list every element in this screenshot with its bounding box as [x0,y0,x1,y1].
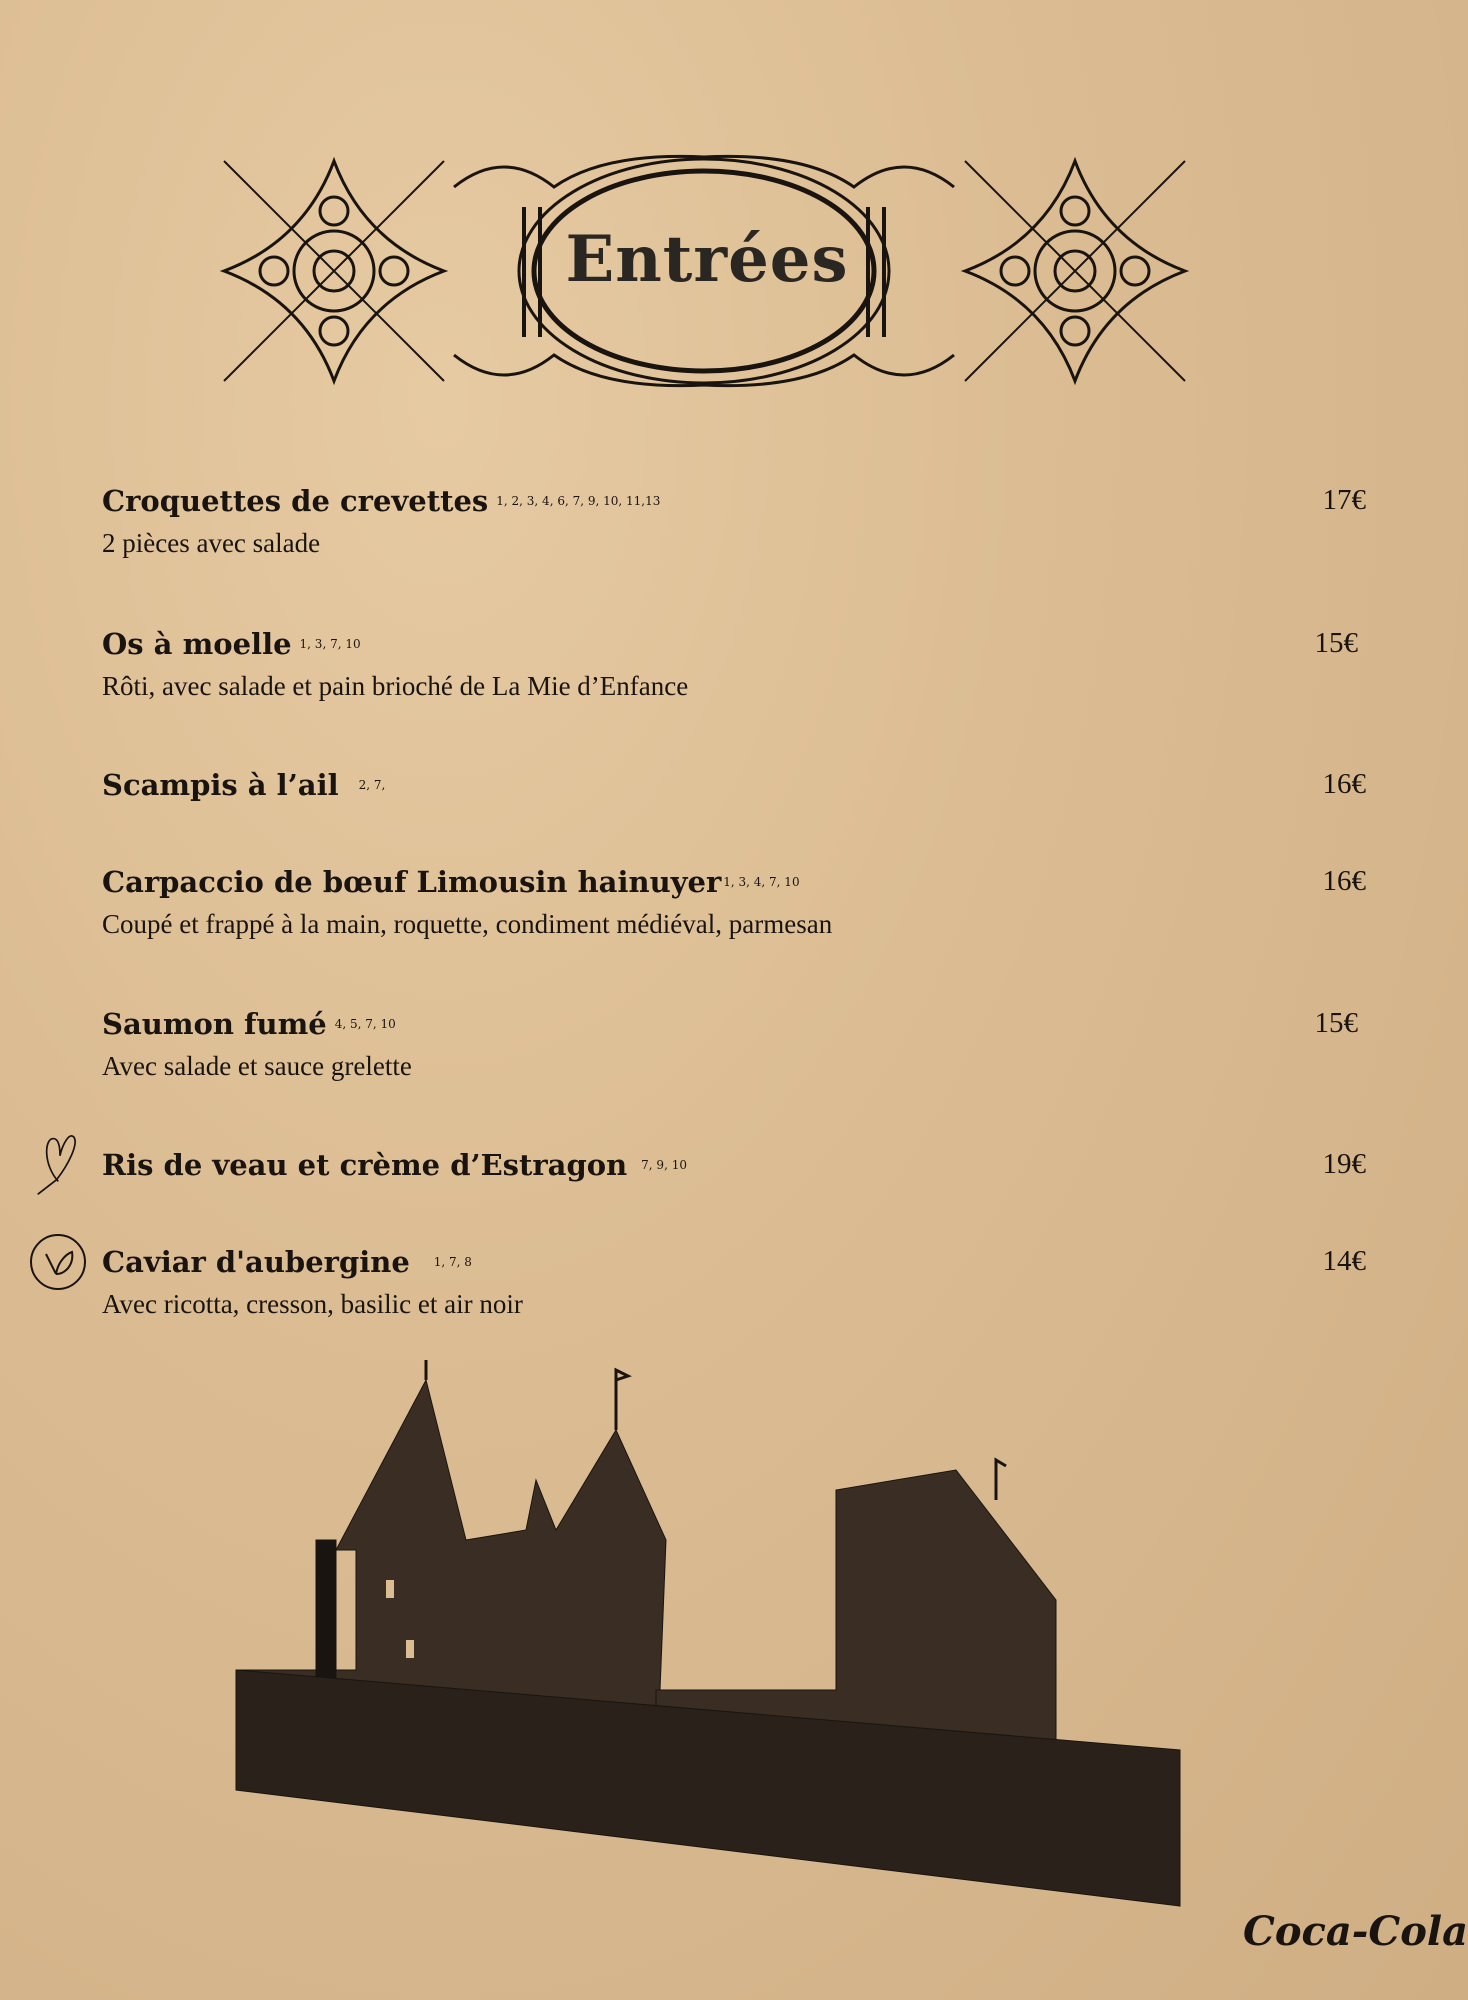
menu-item [102,484,1366,559]
item-price: 16€ [1322,768,1366,800]
item-name: Carpaccio de bœuf Limousin hainuyer [102,865,722,899]
item-description: Coupé et frappé à la main, roquette, condiment médiéval, parmesan [102,909,833,939]
menu-item [102,1245,1366,1320]
item-price: 15€ [1314,627,1358,659]
item-allergens: 7, 9, 10 [641,1158,687,1172]
item-price: 14€ [1322,1245,1366,1277]
item-name: Caviar d'aubergine [102,1245,410,1279]
menu-item [102,1148,1366,1182]
heart-icon [30,1130,90,1190]
coca-cola-logo: Coca‑Cola [1243,1908,1468,1955]
vegetarian-leaf-icon [28,1232,88,1292]
item-name: Os à moelle [102,627,292,661]
menu-item [102,865,1366,940]
menu-item [102,627,1362,702]
item-allergens: 1, 3, 4, 7, 10 [723,875,800,889]
item-price: 17€ [1322,484,1366,516]
item-name: Croquettes de crevettes [102,484,489,518]
item-name: Ris de veau et crème d’Estragon [102,1148,628,1182]
item-allergens: 4, 5, 7, 10 [334,1017,396,1031]
menu-item [102,1007,1362,1082]
item-description: Avec ricotta, cresson, basilic et air noir [102,1289,523,1319]
item-price: 19€ [1322,1148,1366,1180]
item-allergens: 1, 7, 8 [433,1255,472,1269]
item-allergens: 1, 2, 3, 4, 6, 7, 9, 10, 11,13 [496,494,661,508]
page-title: Entrées [565,222,849,297]
item-description: Avec salade et sauce grelette [102,1051,412,1081]
item-description: 2 pièces avec salade [102,528,321,558]
item-price: 15€ [1314,1007,1358,1039]
item-name: Saumon fumé [102,1007,327,1041]
item-allergens: 1, 3, 7, 10 [299,637,361,651]
castle-illustration [236,1370,1180,1906]
item-description: Rôti, avec salade et pain brioché de La Mie d’Enfance [102,671,689,701]
item-price: 16€ [1322,865,1366,897]
item-allergens: 2, 7, [358,778,386,792]
menu-item [102,768,1366,802]
item-name: Scampis à l’ail [102,768,339,802]
